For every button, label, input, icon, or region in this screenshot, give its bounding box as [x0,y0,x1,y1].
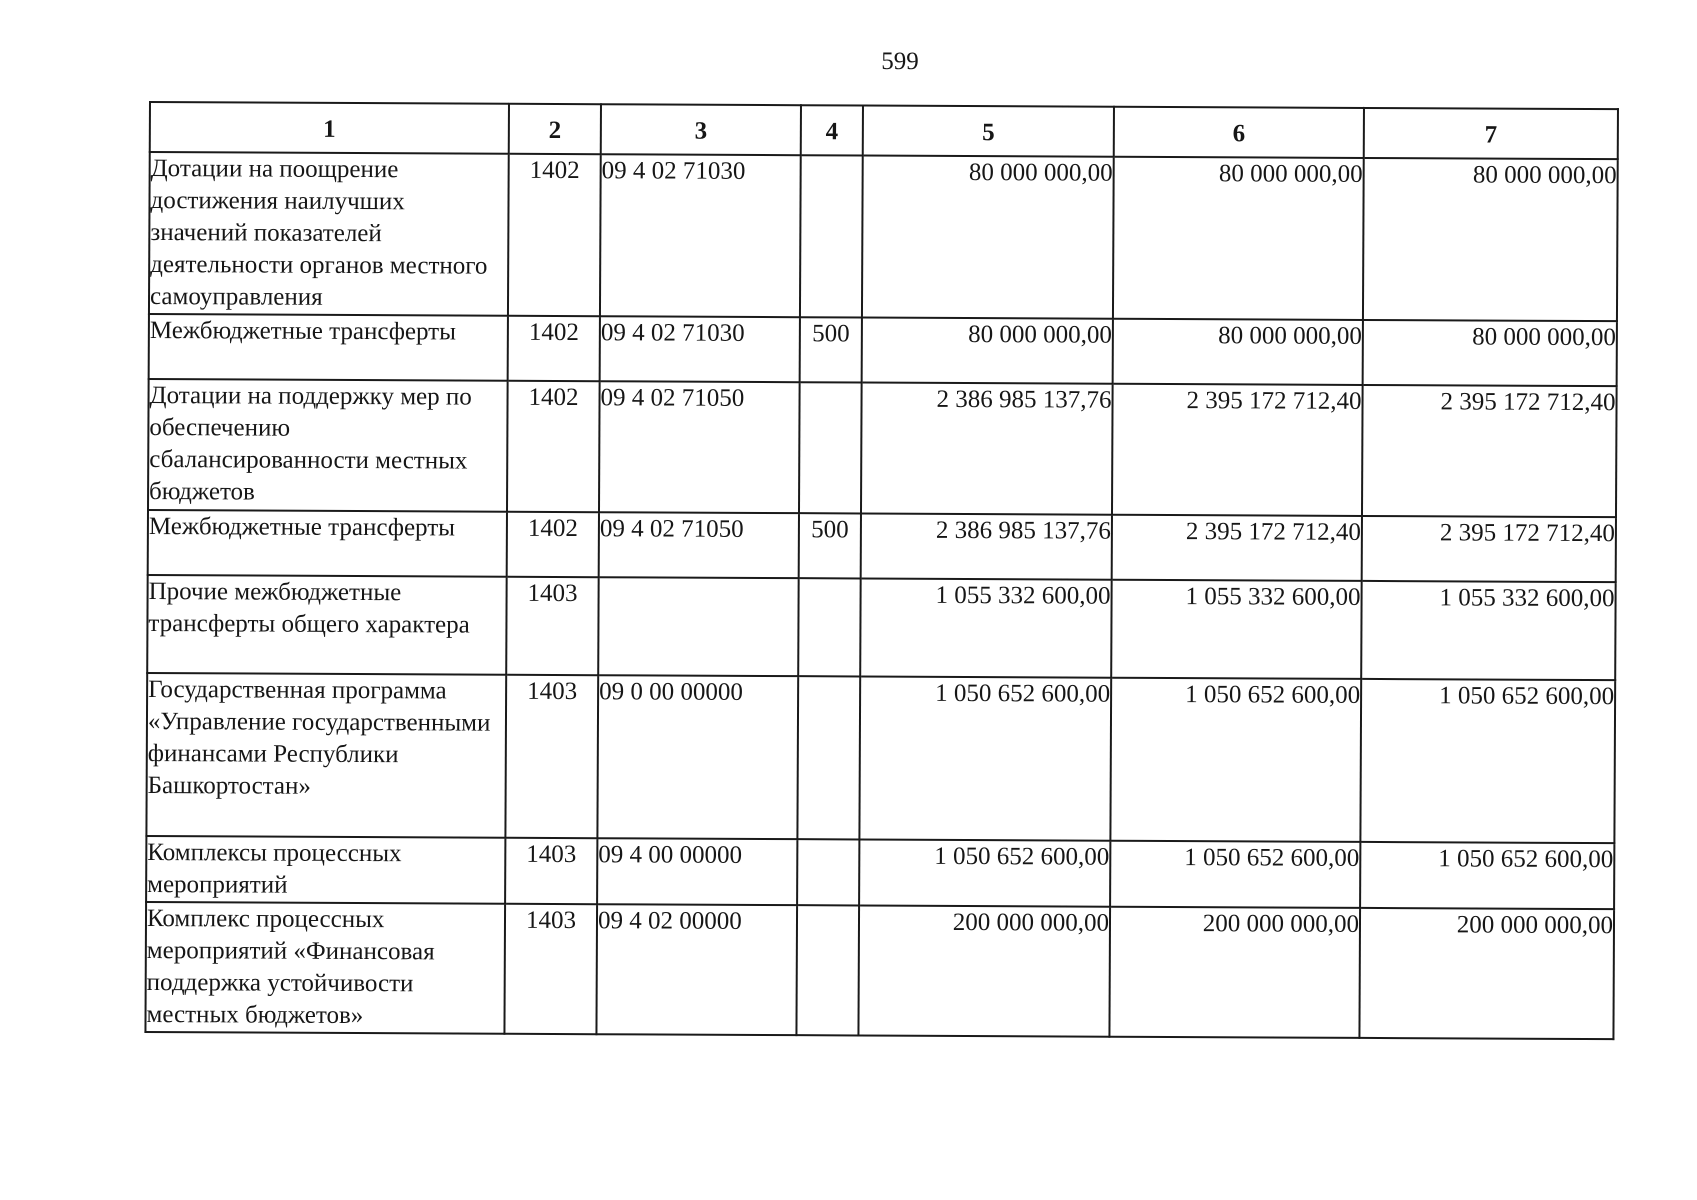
row-amount-col7: 1 050 652 600,00 [1360,679,1615,843]
row-name: Межбюджетные трансферты [149,314,508,381]
row-name: Прочие межбюджетные трансферты общего характера [147,575,506,675]
table-row [146,673,1615,843]
row-amount-col5: 1 055 332 600,00 [860,578,1111,677]
row-target-code: 09 4 02 71030 [600,154,801,317]
row-section-code: 1402 [507,512,599,577]
row-expense-type: 500 [799,513,861,578]
row-section-code: 1402 [508,316,600,381]
column-header: 7 [1364,108,1618,159]
row-target-code: 09 0 00 00000 [597,675,798,839]
row-expense-type [797,676,860,839]
table-row [149,152,1618,321]
row-amount-col7: 2 395 172 712,40 [1362,516,1616,582]
row-amount-col6: 1 050 652 600,00 [1110,678,1361,842]
row-section-code: 1403 [504,904,597,1034]
row-amount-col7: 1 050 652 600,00 [1360,842,1614,909]
budget-table [144,101,1619,1040]
row-amount-col6: 80 000 000,00 [1113,157,1364,320]
table-row [149,314,1617,386]
row-amount-col5: 1 050 652 600,00 [859,676,1111,840]
row-target-code: 09 4 02 00000 [596,904,797,1035]
row-amount-col5: 2 386 985 137,76 [861,513,1112,579]
row-amount-col5: 2 386 985 137,76 [861,382,1113,514]
column-header: 2 [509,104,601,154]
row-name: Дотации на поощрение достижения наилучших значений показателей деятельности органов местного самоуправления [149,152,509,316]
row-amount-col5: 200 000 000,00 [858,905,1110,1036]
page-number: 599 [881,48,919,75]
row-amount-col6: 1 055 332 600,00 [1111,580,1361,679]
row-amount-col6: 1 050 652 600,00 [1110,841,1360,908]
table-row [145,902,1614,1039]
row-section-code: 1402 [508,154,601,316]
row-section-code: 1403 [506,577,598,675]
row-amount-col6: 200 000 000,00 [1109,907,1360,1038]
row-amount-col7: 1 055 332 600,00 [1361,581,1615,680]
row-name: Комплекс процессных мероприятий «Финансовая поддержка устойчивости местных бюджетов» [145,902,505,1034]
row-amount-col7: 2 395 172 712,40 [1362,385,1617,517]
row-expense-type [799,382,862,513]
row-name: Государственная программа «Управление государственными финансами Республики Башкортостан» [146,673,506,838]
row-amount-col6: 80 000 000,00 [1113,319,1363,385]
row-expense-type [800,155,863,317]
row-expense-type: 500 [800,317,862,382]
row-name: Комплексы процессных мероприятий [146,836,505,904]
table-row [148,379,1617,517]
row-target-code: 09 4 00 00000 [597,838,797,905]
column-header: 1 [150,102,509,154]
column-header: 6 [1114,107,1364,158]
row-target-code: 09 4 02 71050 [599,512,799,578]
row-section-code: 1403 [505,838,597,904]
column-header: 5 [863,105,1114,156]
row-section-code: 1402 [507,381,600,512]
row-amount-col5: 1 050 652 600,00 [859,839,1110,906]
row-amount-col6: 2 395 172 712,40 [1112,384,1363,516]
row-amount-col6: 2 395 172 712,40 [1112,515,1362,581]
row-expense-type [798,578,860,676]
row-section-code: 1403 [505,675,598,838]
row-amount-col7: 200 000 000,00 [1359,908,1614,1039]
column-header: 4 [801,105,863,155]
row-amount-col5: 80 000 000,00 [862,155,1114,318]
row-amount-col5: 80 000 000,00 [862,317,1113,383]
column-header: 3 [601,104,801,155]
row-name: Межбюджетные трансферты [148,510,507,577]
row-target-code: 09 4 02 71050 [599,381,800,513]
row-target-code [598,577,798,676]
row-expense-type [796,905,859,1035]
row-amount-col7: 80 000 000,00 [1363,320,1617,386]
table-row [147,575,1615,680]
header-row [150,102,1618,159]
row-name: Дотации на поддержку мер по обеспечению сбалансированности местных бюджетов [148,379,508,512]
row-expense-type [797,839,859,905]
table-row [146,836,1614,909]
row-amount-col7: 80 000 000,00 [1363,158,1618,321]
row-target-code: 09 4 02 71030 [600,316,800,382]
table-row [148,510,1616,582]
